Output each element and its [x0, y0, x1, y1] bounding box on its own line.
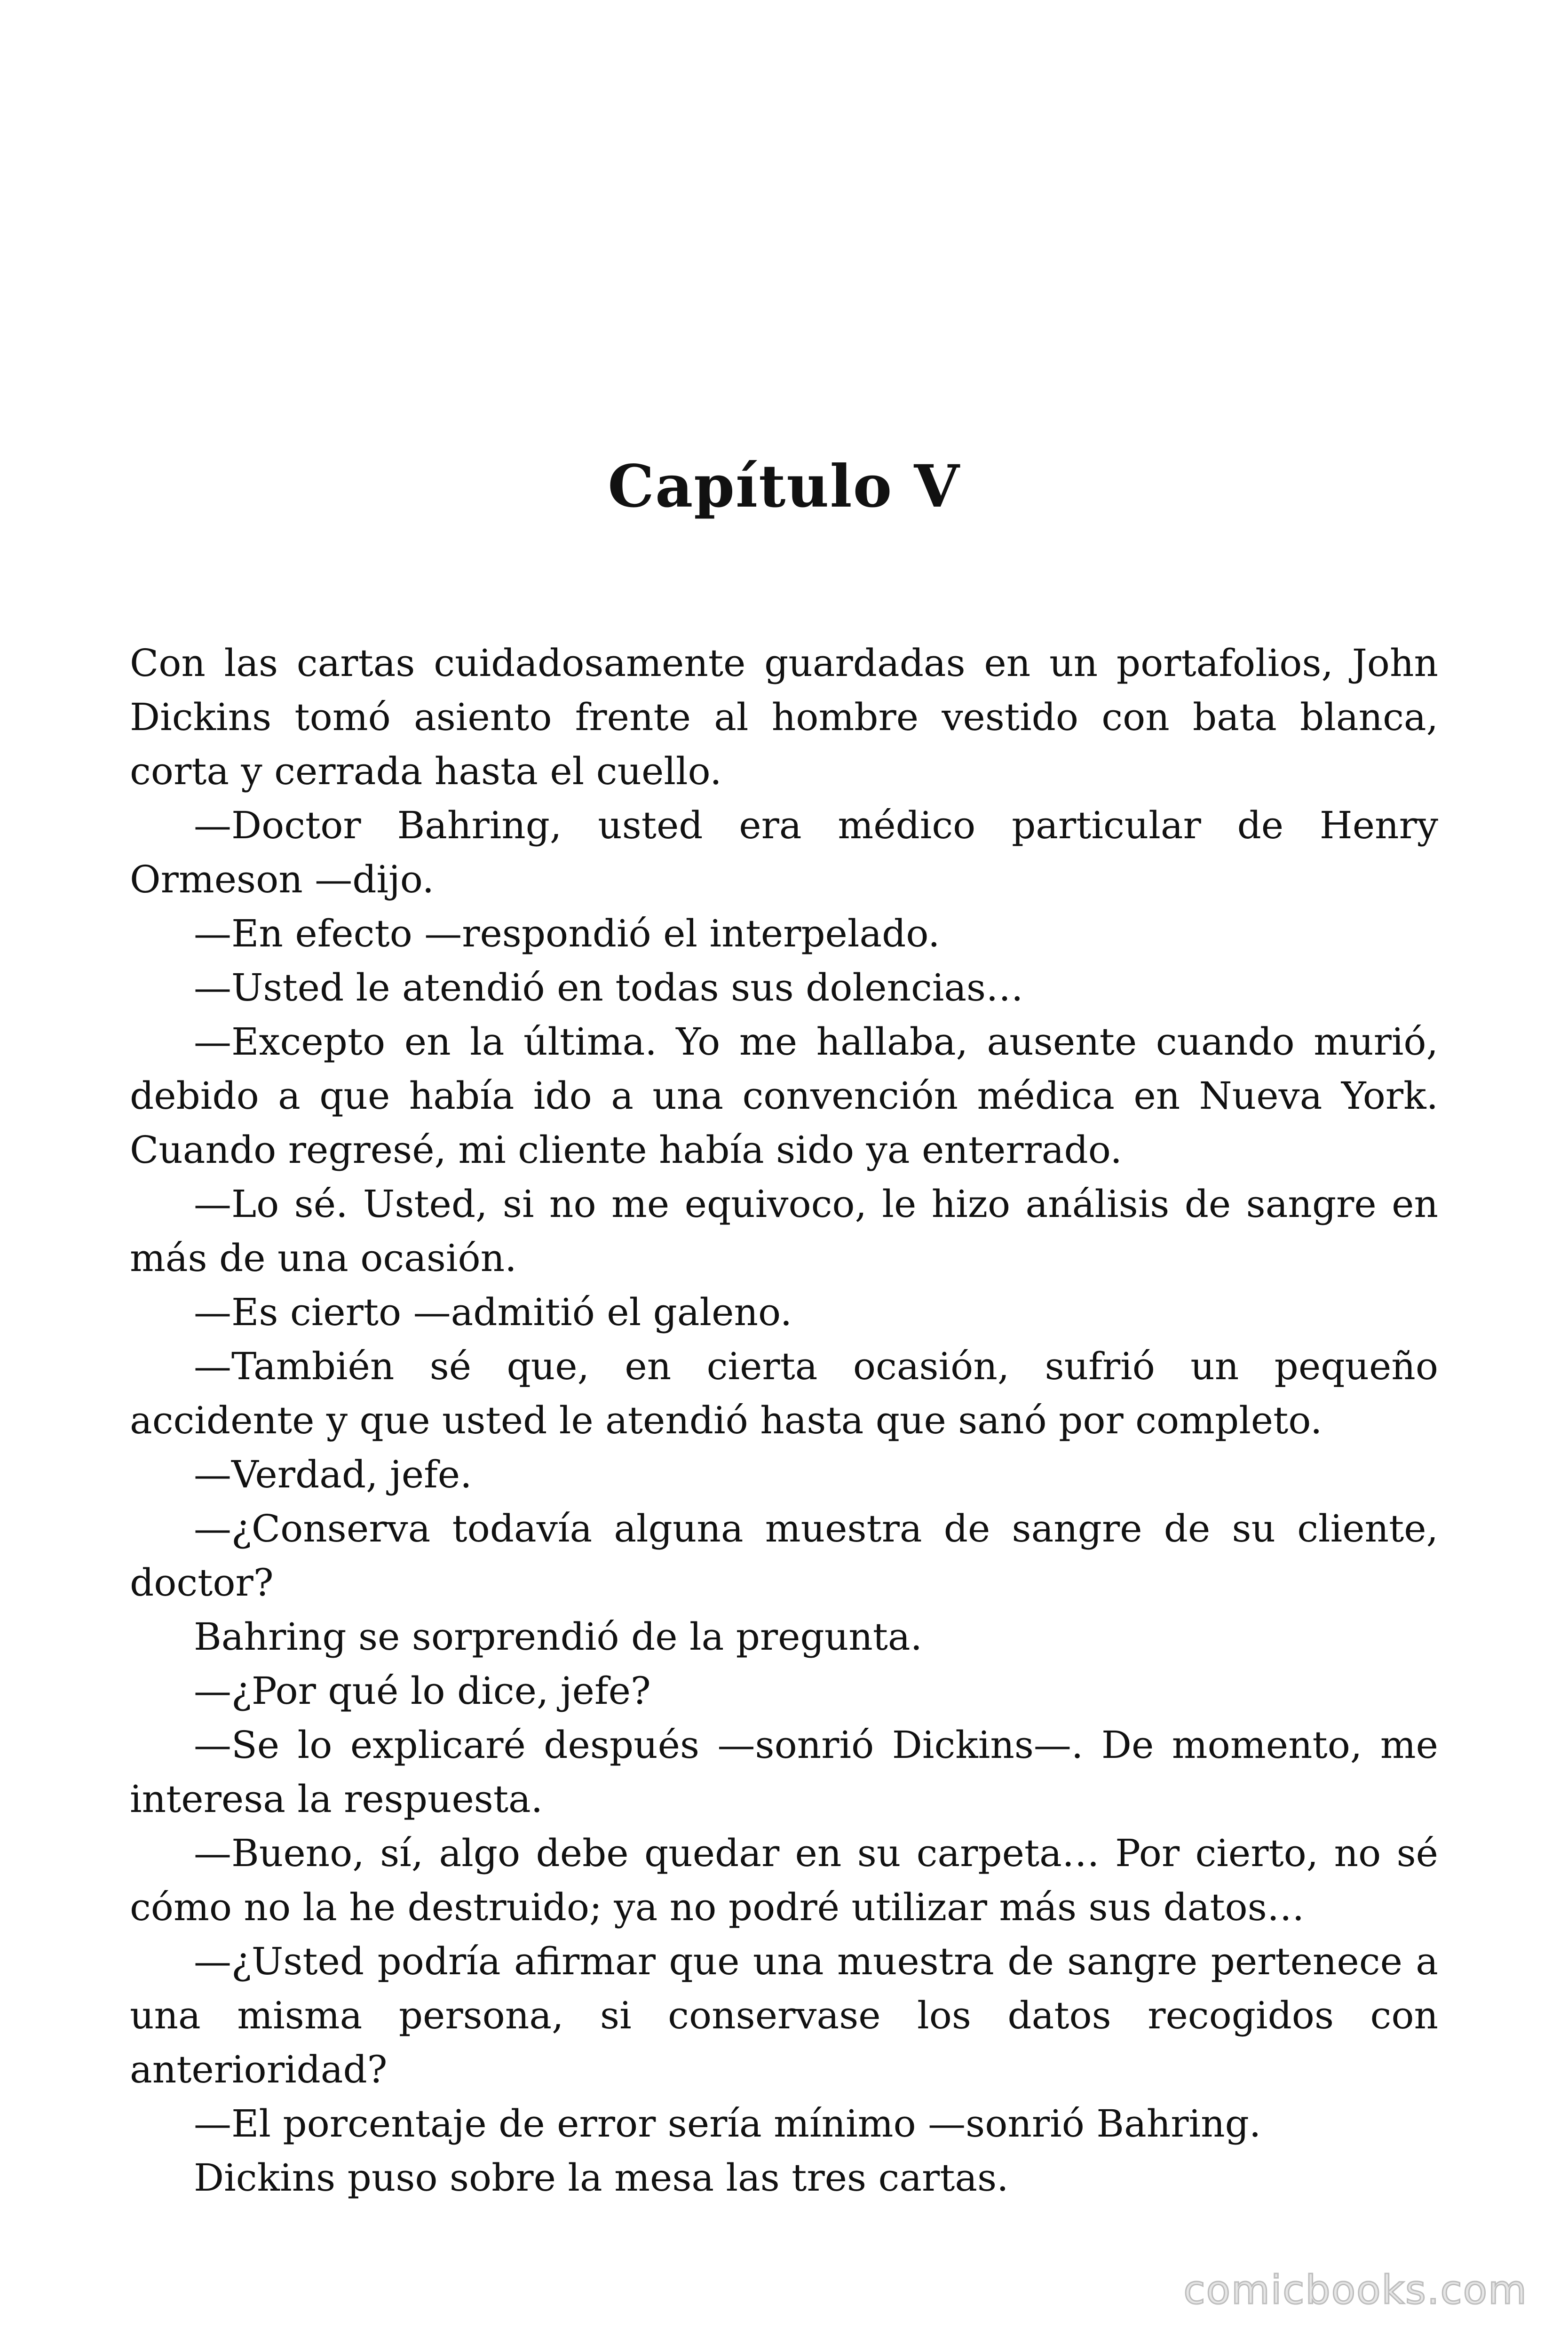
- paragraph: —También sé que, en cierta ocasión, sufrió un pequeño accidente y que usted le atendió hasta que sanó por completo.: [130, 1344, 1438, 1442]
- paragraph: Dickins puso sobre la mesa las tres cartas.: [194, 2156, 1009, 2200]
- paragraph: —¿Por qué lo dice, jefe?: [194, 1669, 651, 1713]
- watermark-logo: comicbooks.com: [1183, 2267, 1528, 2313]
- paragraph: Con las cartas cuidadosamente guardadas en un portafolios, John Dickins tomó asiento frente al hombre vestido con bata blanca, corta y cerrada hasta el cuello.: [130, 641, 1438, 793]
- paragraph: —Usted le atendió en todas sus dolencias…: [194, 966, 1024, 1009]
- paragraph: —¿Usted podría afirmar que una muestra de sangre pertenece a una misma persona, si conservase los datos recogidos con anterioridad?: [130, 1939, 1438, 2091]
- paragraph: —¿Conserva todavía alguna muestra de sangre de su cliente, doctor?: [130, 1507, 1438, 1605]
- chapter-title: Capítulo V: [608, 453, 960, 521]
- paragraph: Bahring se sorprendió de la pregunta.: [194, 1615, 923, 1659]
- paragraph: —En efecto —respondió el interpelado.: [194, 912, 940, 955]
- paragraph: —Lo sé. Usted, si no me equivoco, le hizo análisis de sangre en más de una ocasión.: [130, 1182, 1438, 1280]
- paragraph: —Se lo explicaré después —sonrió Dickins—. De momento, me interesa la respuesta.: [130, 1723, 1438, 1821]
- paragraph: —Es cierto —admitió el galeno.: [194, 1290, 792, 1334]
- chapter-body: [130, 636, 1438, 2205]
- paragraph: —El porcentaje de error sería mínimo —sonrió Bahring.: [194, 2102, 1261, 2145]
- paragraph: —Doctor Bahring, usted era médico particular de Henry Ormeson —dijo.: [130, 803, 1438, 901]
- paragraph: —Bueno, sí, algo debe quedar en su carpeta… Por cierto, no sé cómo no la he destruido; ya no podré utilizar más sus datos…: [130, 1831, 1438, 1929]
- paragraph: —Excepto en la última. Yo me hallaba, ausente cuando murió, debido a que había ido a una convención médica en Nueva York. Cuando regresé, mi cliente había sido ya enterrado.: [130, 1020, 1438, 1172]
- paragraph: —Verdad, jefe.: [194, 1453, 472, 1496]
